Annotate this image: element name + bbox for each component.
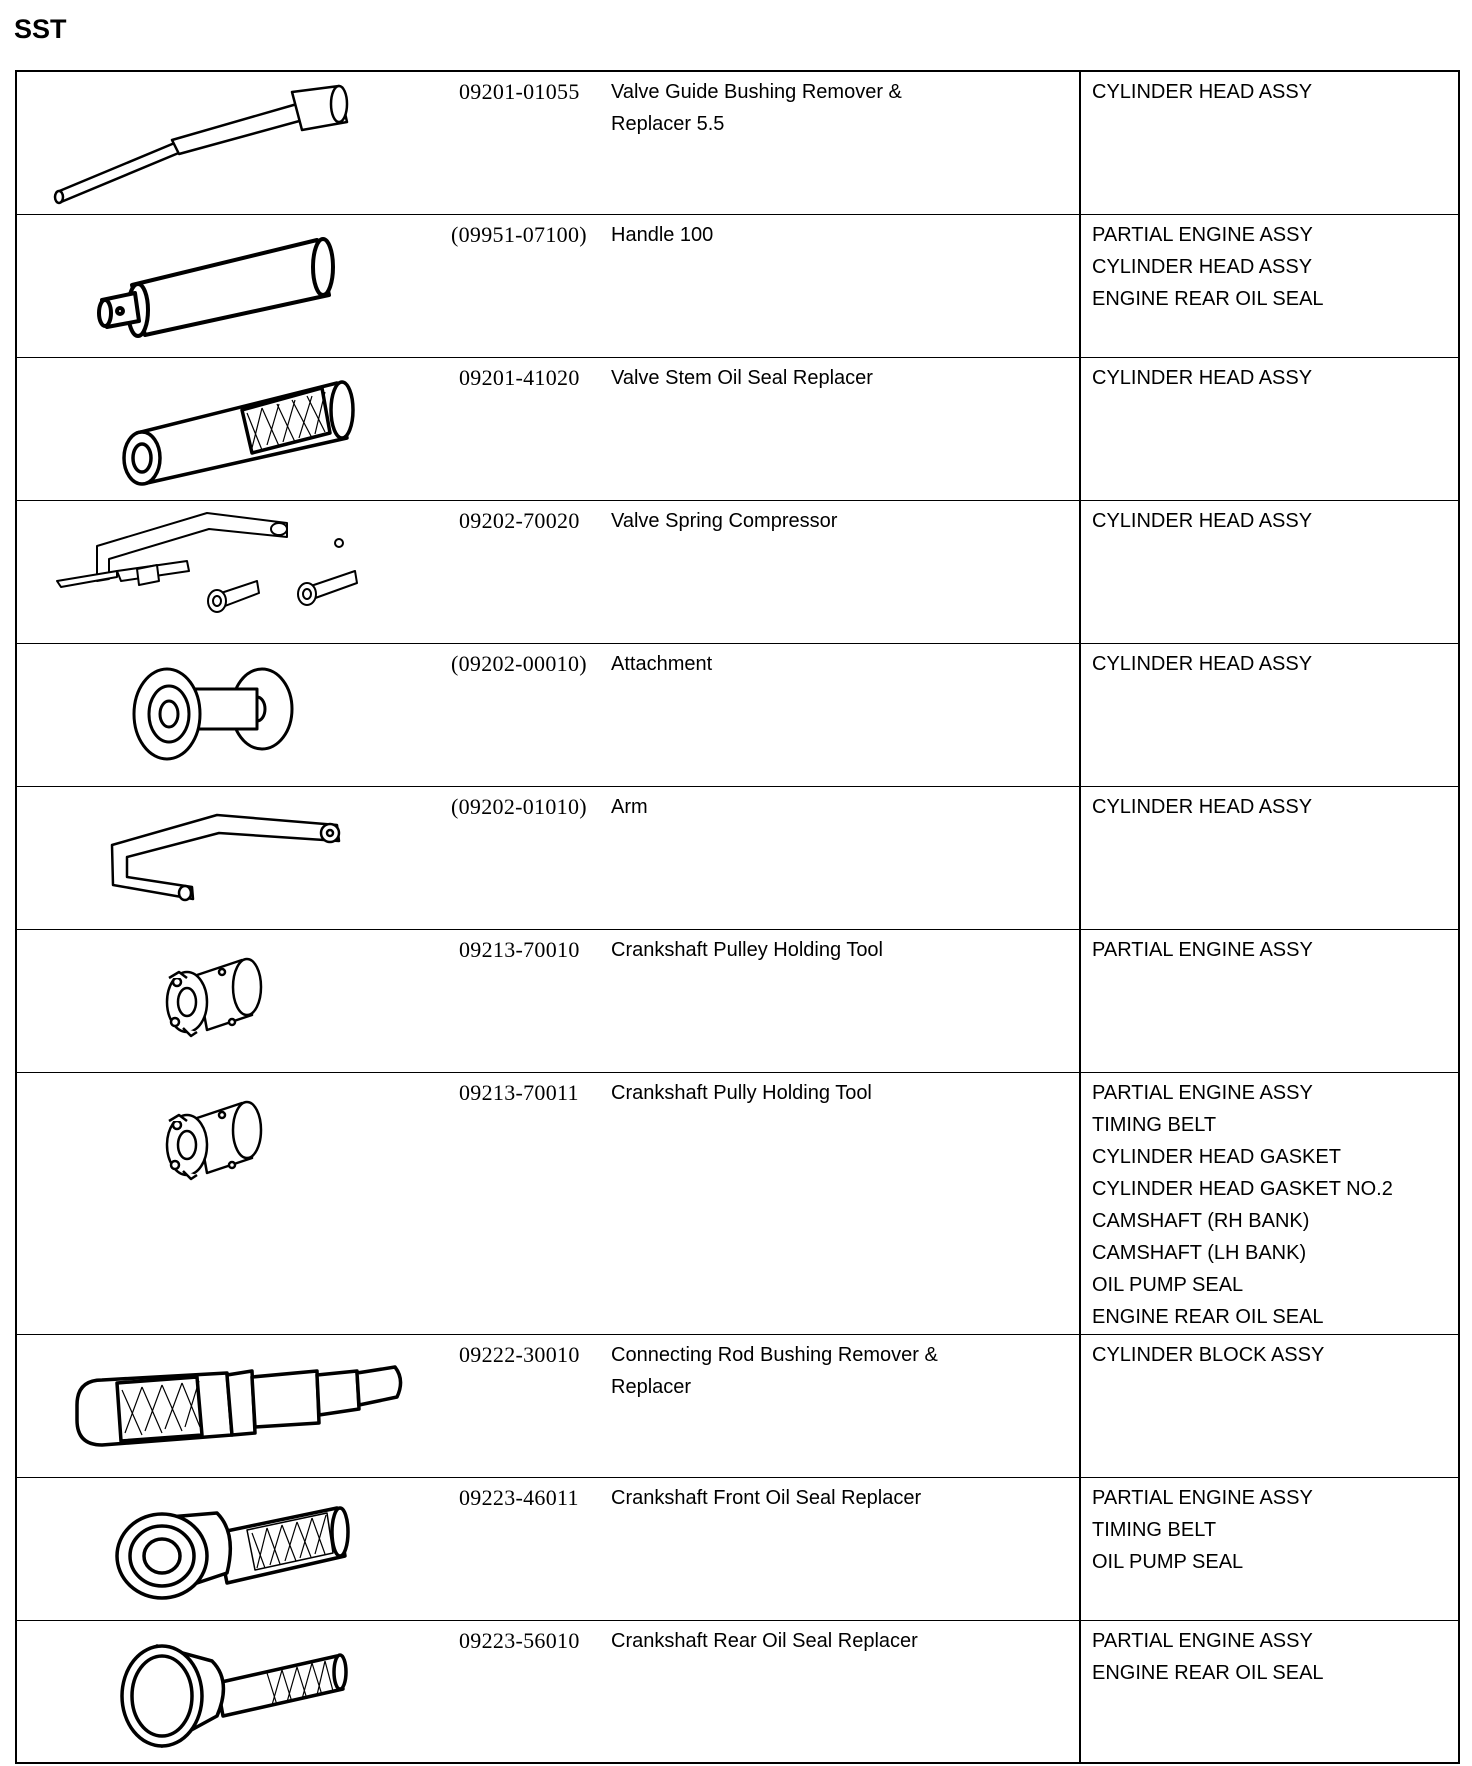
arm-icon [17, 787, 437, 927]
tool-name: Crankshaft Pulley Holding Tool [611, 938, 884, 961]
tool-name: Crankshaft Pully Holding Tool [611, 1081, 872, 1104]
usage-item: OIL PUMP SEAL [1092, 1273, 1244, 1296]
usage-item: CYLINDER HEAD ASSY [1092, 366, 1313, 389]
table-row [16, 71, 1459, 214]
usage-item: CAMSHAFT (LH BANK) [1092, 1241, 1307, 1264]
pulley-holding-tool-icon [17, 930, 437, 1070]
usage-item: CYLINDER HEAD GASKET NO.2 [1092, 1177, 1393, 1200]
tool-illustration-cell [16, 1334, 437, 1477]
part-number: 09223-56010 [459, 1627, 580, 1653]
page-title: SST [14, 14, 67, 44]
part-number: 09201-41020 [459, 364, 580, 390]
table-row [16, 1477, 1459, 1620]
connecting-rod-bushing-remover-icon [17, 1335, 437, 1475]
table-row [16, 500, 1459, 643]
tool-name: Valve Guide Bushing Remover & Replacer 5.5 [611, 81, 902, 135]
usage-item: CYLINDER BLOCK ASSY [1092, 1343, 1325, 1366]
usage-item: PARTIAL ENGINE ASSY [1092, 1081, 1313, 1104]
usage-list [1092, 72, 1458, 108]
attachment-icon [17, 644, 437, 784]
tool-illustration-cell [16, 357, 437, 500]
usage-item: ENGINE REAR OIL SEAL [1092, 1305, 1324, 1328]
usage-list [1092, 644, 1458, 680]
usage-list [1092, 501, 1458, 537]
part-number: (09202-01010) [451, 793, 587, 819]
usage-list [1092, 1478, 1458, 1578]
usage-list [1092, 358, 1458, 394]
part-number: (09202-00010) [451, 650, 587, 676]
valve-stem-oil-seal-replacer-icon [17, 358, 437, 498]
table-row [16, 1072, 1459, 1334]
usage-item: CAMSHAFT (RH BANK) [1092, 1209, 1310, 1232]
tool-illustration-cell [16, 643, 437, 786]
tool-illustration-cell [16, 1072, 437, 1334]
tool-illustration-cell [16, 1477, 437, 1620]
valve-spring-compressor-icon [17, 501, 437, 641]
usage-item: CYLINDER HEAD ASSY [1092, 81, 1313, 103]
usage-item: PARTIAL ENGINE ASSY [1092, 223, 1313, 246]
usage-item: TIMING BELT [1092, 1518, 1217, 1541]
tool-name: Crankshaft Front Oil Seal Replacer [611, 1486, 922, 1509]
usage-item: CYLINDER HEAD ASSY [1092, 509, 1313, 532]
part-number: 09202-70020 [459, 507, 580, 533]
tool-name: Handle 100 [611, 223, 714, 246]
tool-illustration-cell [16, 929, 437, 1072]
part-number: (09951-07100) [451, 221, 587, 247]
front-oil-seal-replacer-icon [17, 1478, 437, 1618]
part-number: 09201-01055 [459, 79, 580, 104]
usage-list [1092, 1073, 1458, 1333]
tool-name: Arm [611, 795, 648, 818]
usage-list [1092, 787, 1458, 823]
table-row [16, 643, 1459, 786]
table-row [16, 357, 1459, 500]
valve-guide-bushing-remover-icon [17, 72, 437, 212]
tool-illustration-cell [16, 786, 437, 929]
part-number: 09223-46011 [459, 1484, 579, 1510]
table-row [16, 1334, 1459, 1477]
usage-item: PARTIAL ENGINE ASSY [1092, 1629, 1313, 1652]
part-number: 09213-70010 [459, 936, 580, 962]
tool-illustration-cell [16, 1620, 437, 1763]
tool-name: Valve Stem Oil Seal Replacer [611, 366, 873, 389]
usage-item: CYLINDER HEAD ASSY [1092, 652, 1313, 675]
tool-illustration-cell [16, 71, 437, 214]
usage-list [1092, 1335, 1458, 1371]
part-number: 09213-70011 [459, 1079, 579, 1105]
usage-item: TIMING BELT [1092, 1113, 1217, 1136]
usage-list [1092, 215, 1458, 315]
tool-name: Crankshaft Rear Oil Seal Replacer [611, 1629, 918, 1652]
handle-icon [17, 215, 437, 355]
table-row [16, 929, 1459, 1072]
tool-illustration-cell [16, 214, 437, 357]
sst-table [15, 70, 1460, 1764]
tool-name: Attachment [611, 652, 713, 675]
tool-name: Valve Spring Compressor [611, 509, 838, 532]
usage-item: ENGINE REAR OIL SEAL [1092, 287, 1324, 310]
table-row [16, 214, 1459, 357]
usage-item: PARTIAL ENGINE ASSY [1092, 938, 1313, 961]
table-row [16, 786, 1459, 929]
tool-illustration-cell [16, 500, 437, 643]
usage-list [1092, 930, 1458, 966]
usage-item: CYLINDER HEAD GASKET [1092, 1145, 1341, 1168]
usage-list [1092, 1621, 1458, 1689]
usage-item: CYLINDER HEAD ASSY [1092, 255, 1313, 278]
part-number: 09222-30010 [459, 1341, 580, 1367]
pulley-holding-tool-icon [17, 1073, 437, 1213]
usage-item: OIL PUMP SEAL [1092, 1550, 1244, 1573]
rear-oil-seal-replacer-icon [17, 1621, 437, 1761]
usage-item: CYLINDER HEAD ASSY [1092, 795, 1313, 818]
usage-item: PARTIAL ENGINE ASSY [1092, 1486, 1313, 1509]
tool-name: Connecting Rod Bushing Remover & Replacer [611, 1343, 938, 1398]
table-row [16, 1620, 1459, 1763]
usage-item: ENGINE REAR OIL SEAL [1092, 1661, 1324, 1684]
